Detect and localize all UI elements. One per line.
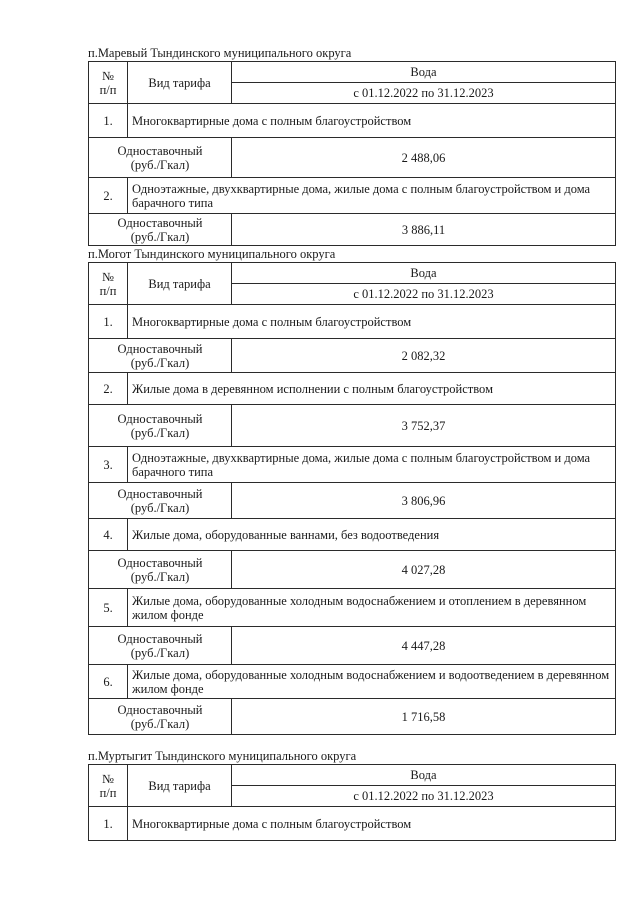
tariff-value: 3 886,11	[232, 214, 616, 246]
tariff-value: 3 806,96	[232, 483, 616, 519]
unit-line2: (руб./Гкал)	[130, 229, 190, 244]
table-row	[89, 551, 616, 589]
tariff-value: 4 447,28	[232, 627, 616, 665]
header-num	[89, 62, 128, 104]
unit-line1: Одноставочный	[117, 411, 203, 426]
tariff-value: 2 488,06	[232, 138, 616, 178]
row-description: Одноэтажные, двухквартирные дома, жилые дома с полным благоустройством и дома барачного типа	[128, 178, 616, 214]
tariff-value: 1 716,58	[232, 699, 616, 735]
unit-line2: (руб./Гкал)	[130, 355, 190, 370]
table-row	[89, 483, 616, 519]
table-row	[89, 807, 616, 841]
table-row	[89, 104, 616, 138]
table-row	[89, 373, 616, 405]
section-title-mogot: п.Могот Тындинского муниципального округа	[88, 247, 336, 261]
unit-label	[89, 627, 232, 665]
unit-line2: (руб./Гкал)	[130, 645, 190, 660]
unit-line1: Одноставочный	[117, 631, 203, 646]
unit-label	[89, 483, 232, 519]
row-number: 4.	[89, 519, 128, 551]
table-row	[89, 138, 616, 178]
row-number: 2.	[89, 373, 128, 405]
row-description: Жилые дома в деревянном исполнении с полным благоустройством	[128, 373, 616, 405]
unit-label	[89, 551, 232, 589]
header-num-line2: п/п	[99, 82, 117, 97]
row-number: 1.	[89, 807, 128, 841]
header-num	[89, 765, 128, 807]
row-number: 3.	[89, 447, 128, 483]
tariff-value: 4 027,28	[232, 551, 616, 589]
table-row	[89, 699, 616, 735]
table-row	[89, 339, 616, 373]
row-number: 1.	[89, 104, 128, 138]
row-description: Жилые дома, оборудованные холодным водоснабжением и отоплением в деревянном жилом фонде	[128, 589, 616, 627]
unit-label	[89, 699, 232, 735]
unit-line1: Одноставочный	[117, 143, 203, 158]
tariff-table-mogot	[88, 262, 616, 735]
header-num	[89, 263, 128, 305]
unit-label	[89, 339, 232, 373]
unit-line2: (руб./Гкал)	[130, 157, 190, 172]
unit-line2: (руб./Гкал)	[130, 716, 190, 731]
row-description: Многоквартирные дома с полным благоустройством	[128, 305, 616, 339]
header-num-line1: №	[102, 771, 114, 786]
unit-line1: Одноставочный	[117, 702, 203, 717]
table-row	[89, 665, 616, 699]
row-number: 2.	[89, 178, 128, 214]
header-num-line1: №	[102, 68, 114, 83]
row-description: Жилые дома, оборудованные ваннами, без водоотведения	[128, 519, 616, 551]
header-num-line1: №	[102, 269, 114, 284]
header-period: с 01.12.2022 по 31.12.2023	[232, 83, 616, 104]
header-kind: Вид тарифа	[128, 263, 232, 305]
row-description: Жилые дома, оборудованные холодным водоснабжением и водоотведением в деревянном жилом фонде	[128, 665, 616, 699]
unit-line2: (руб./Гкал)	[130, 500, 190, 515]
table-row	[89, 305, 616, 339]
tariff-value: 3 752,37	[232, 405, 616, 447]
tariff-value: 2 082,32	[232, 339, 616, 373]
unit-label	[89, 214, 232, 246]
table-row	[89, 627, 616, 665]
tariff-table-murtygit	[88, 764, 616, 841]
header-num-line2: п/п	[99, 785, 117, 800]
table-row	[89, 589, 616, 627]
table-row	[89, 405, 616, 447]
table-row	[89, 519, 616, 551]
row-description: Многоквартирные дома с полным благоустройством	[128, 104, 616, 138]
header-kind: Вид тарифа	[128, 62, 232, 104]
unit-line2: (руб./Гкал)	[130, 569, 190, 584]
unit-line1: Одноставочный	[117, 555, 203, 570]
row-description: Многоквартирные дома с полным благоустройством	[128, 807, 616, 841]
row-description: Одноэтажные, двухквартирные дома, жилые дома с полным благоустройством и дома барачного типа	[128, 447, 616, 483]
unit-label	[89, 405, 232, 447]
header-period: с 01.12.2022 по 31.12.2023	[232, 284, 616, 305]
header-kind: Вид тарифа	[128, 765, 232, 807]
header-num-line2: п/п	[99, 283, 117, 298]
table-row	[89, 178, 616, 214]
section-title-murtygit: п.Муртыгит Тындинского муниципального округа	[88, 749, 357, 763]
row-number: 6.	[89, 665, 128, 699]
tariff-table-marevy	[88, 61, 616, 246]
row-number: 1.	[89, 305, 128, 339]
header-resource: Вода	[232, 765, 616, 786]
table-row	[89, 214, 616, 246]
header-resource: Вода	[232, 62, 616, 83]
table-row	[89, 447, 616, 483]
unit-line1: Одноставочный	[117, 486, 203, 501]
unit-label	[89, 138, 232, 178]
section-title-marevy: п.Маревый Тындинского муниципального округа	[88, 46, 352, 60]
header-period: с 01.12.2022 по 31.12.2023	[232, 786, 616, 807]
header-resource: Вода	[232, 263, 616, 284]
unit-line1: Одноставочный	[117, 215, 203, 230]
unit-line2: (руб./Гкал)	[130, 425, 190, 440]
row-number: 5.	[89, 589, 128, 627]
unit-line1: Одноставочный	[117, 341, 203, 356]
